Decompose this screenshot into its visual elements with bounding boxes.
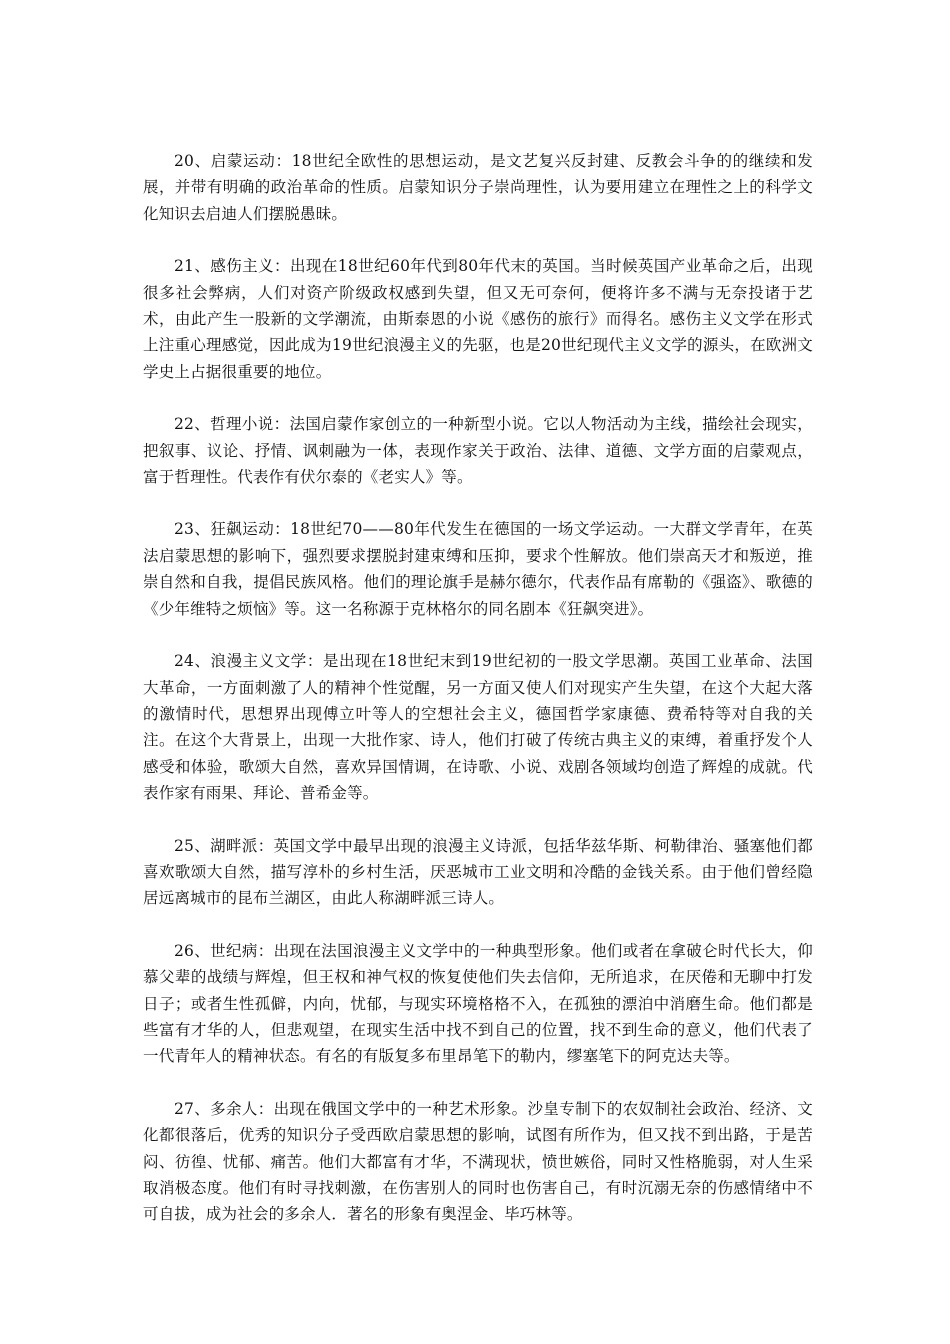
paragraph-enlightenment: 20、启蒙运动：18世纪全欧性的思想运动，是文艺复兴反封建、反教会斗争的的继续和发展，并带有明确的政治革命的性质。启蒙知识分子崇尚理性，认为要用建立在理性之上的科学文化知识去启迪人们摆脱愚昧。 xyxy=(143,152,813,223)
paragraph-sentimentalism: 21、感伤主义：出现在18世纪60年代到80年代末的英国。当时候英国产业革命之后，出现很多社会弊病，人们对资产阶级政权感到失望，但又无可奈何，便将许多不满与无奈投诸于艺术，由此产生一股新的文学潮流，由斯泰恩的小说《感伤的旅行》而得名。感伤主义文学在形式上注重心理感觉，因此成为19世纪浪漫主义的先驱，也是20世纪现代主义文学的源头，在欧洲文学史上占据很重要的地位。 xyxy=(143,257,813,381)
paragraph-sturm-und-drang: 23、狂飙运动：18世纪70——80年代发生在德国的一场文学运动。一大群文学青年，在英法启蒙思想的影响下，强烈要求摆脱封建束缚和压抑，要求个性解放。他们崇高天才和叛逆，推崇自然和自我，提倡民族风格。他们的理论旗手是赫尔德尔，代表作品有席勒的《强盗》、歌德的《少年维特之烦恼》等。这一名称源于克林格尔的同名剧本《狂飙突进》。 xyxy=(143,520,813,618)
paragraph-philosophical-novel: 22、哲理小说：法国启蒙作家创立的一种新型小说。它以人物活动为主线，描绘社会现实，把叙事、议论、抒情、讽刺融为一体，表现作家关于政治、法律、道德、文学方面的启蒙观点，富于哲理性。代表作有伏尔泰的《老实人》等。 xyxy=(143,415,813,487)
paragraph-romanticism: 24、浪漫主义文学：是出现在18世纪末到19世纪初的一股文学思潮。英国工业革命、法国大革命，一方面刺激了人的精神个性觉醒，另一方面又使人们对现实产生失望，在这个大起大落的激情时代，思想界出现傅立叶等人的空想社会主义，德国哲学家康德、费希特等对自我的关注。在这个大背景上，出现一大批作家、诗人，他们打破了传统古典主义的束缚，着重抒发个人感受和体验，歌颂大自然，喜欢异国情调，在诗歌、小说、戏剧各领域均创造了辉煌的成就。代表作家有雨果、拜论、普希金等。 xyxy=(143,652,813,803)
paragraph-mal-du-siecle: 26、世纪病：出现在法国浪漫主义文学中的一种典型形象。他们或者在拿破仑时代长大，仰慕父辈的战绩与辉煌，但王权和神气权的恢复使他们失去信仰，无所追求，在厌倦和无聊中打发日子；或者生性孤僻，内向，忧郁，与现实环境格格不入，在孤独的漂泊中消磨生命。他们都是些富有才华的人，但悲观望，在现实生活中找不到自己的位置，找不到生命的意义，他们代表了一代青年人的精神状态。有名的有版复多布里昂笔下的勒内，缪塞笔下的阿克达夫等。 xyxy=(143,941,813,1066)
document-body xyxy=(143,148,813,1228)
paragraph-lake-poets: 25、湖畔派：英国文学中最早出现的浪漫主义诗派，包括华兹华斯、柯勒律治、骚塞他们都喜欢歌颂大自然，描写淳朴的乡村生活，厌恶城市工业文明和冷酷的金钱关系。由于他们曾经隐居远离城市的昆布兰湖区，由此人称湖畔派三诗人。 xyxy=(143,836,813,908)
paragraph-superfluous-man: 27、多余人：出现在俄国文学中的一种艺术形象。沙皇专制下的农奴制社会政治、经济、文化都很落后，优秀的知识分子受西欧启蒙思想的影响，试图有所作为，但又找不到出路，于是苦闷、彷徨、忧郁、痛苦。他们大都富有才华，不满现状，愤世嫉俗，同时又性格脆弱，对人生采取消极态度。他们有时寻找刺激，在伤害别人的同时也伤害自己，有时沉溺无奈的伤感情绪中不可自拔，成为社会的多余人．著名的形象有奥涅金、毕巧林等。 xyxy=(143,1099,813,1224)
